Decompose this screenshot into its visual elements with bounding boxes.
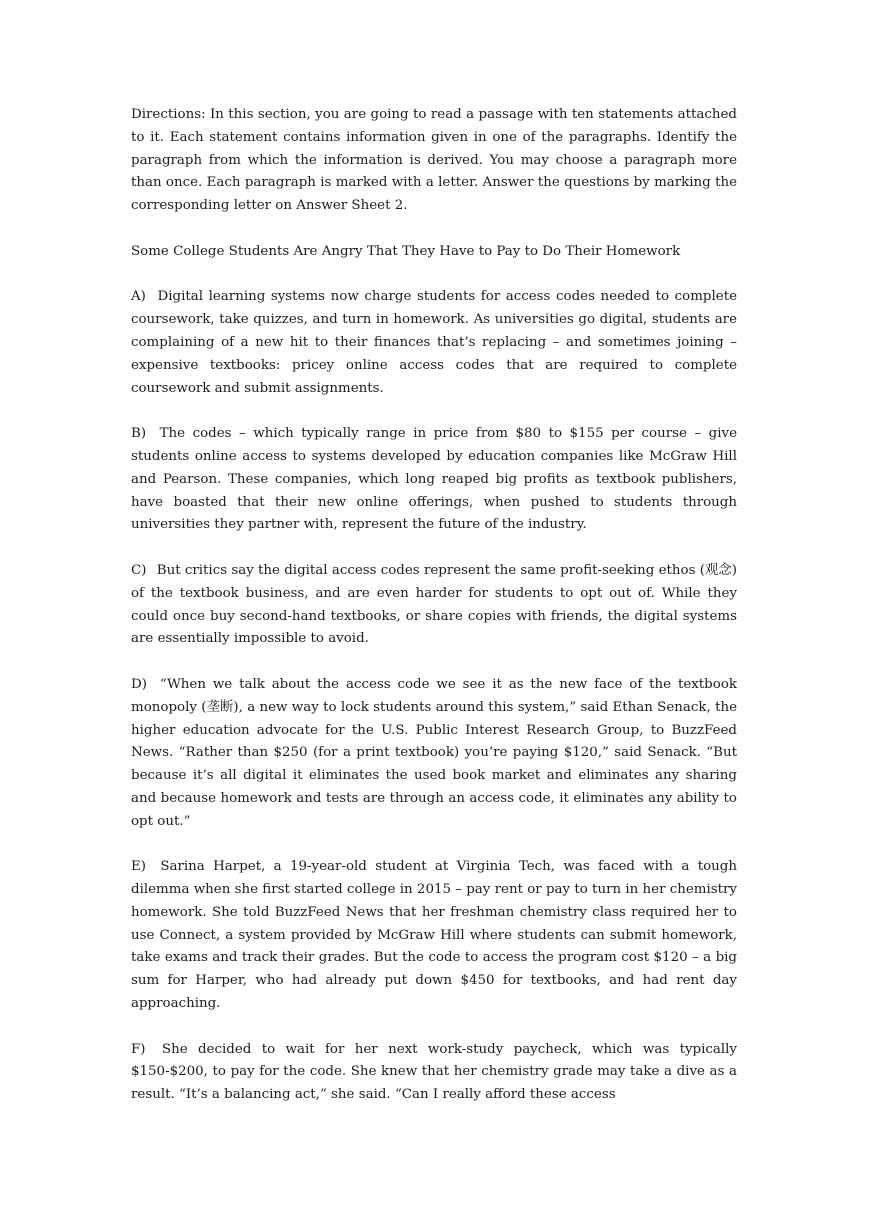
paragraph-d <box>131 674 737 834</box>
paragraph-text: She decided to wait for her next work-study paycheck, which was typically $150-$200, to pay for the code. She knew that her chemistry grade may take a dive as a result. “It’s a balancing act,” she said. “Can I really afford these access <box>131 1041 737 1103</box>
paragraph-label: D) <box>131 676 147 692</box>
paragraph-text: The codes – which typically range in price from $80 to $155 per course – give students online access to systems developed by education companies like McGraw Hill and Pearson. These companies, which long reaped big profits as textbook publishers, have boasted that their new online offerings, when pushed to students through universities they partner with, represent the future of the industry. <box>131 426 738 533</box>
paragraph-text: But critics say the digital access codes represent the same profit-seeking ethos (观念) of the textbook business, and are even harder for students to opt out of. While they could once buy second-hand textbooks, or share copies with friends, the digital systems are essentially impossible to avoid. <box>131 562 737 647</box>
paragraph-label: E) <box>131 859 146 875</box>
paragraph-e <box>131 856 737 1016</box>
paragraph-c <box>131 560 737 651</box>
document-page <box>131 104 737 1130</box>
paragraph-a <box>131 286 737 400</box>
paragraph-label: A) <box>131 289 146 305</box>
paragraph-text: Sarina Harpet, a 19-year-old student at Virginia Tech, was faced with a tough dilemma when she first started college in 2015 – pay rent or pay to turn in her chemistry homework. She told BuzzFeed News that her freshman chemistry class required her to use Connect, a system provided by McGraw Hill where students can submit homework, take exams and track their grades. But the code to access the program cost $120 – a big sum for Harper, who had already put down $450 for textbooks, and had rent day approaching. <box>131 859 737 1012</box>
paragraph-b <box>131 423 737 537</box>
passage-title: Some College Students Are Angry That They Have to Pay to Do Their Homework <box>131 243 681 259</box>
paragraph-f <box>131 1039 737 1107</box>
directions-text: Directions: In this section, you are going to read a passage with ten statements attached to it. Each statement contains information given in one of the paragraphs. Identify the paragraph from which the information is derived. You may choose a paragraph more than once. Each paragraph is marked with a letter. Answer the questions by marking the corresponding letter on Answer Sheet 2. <box>131 107 737 214</box>
paragraph-text: “When we talk about the access code we see it as the new face of the textbook monopoly (垄断), a new way to lock students around this system,” said Ethan Senack, the higher education advocate for the U.S. Public Interest Research Group, to BuzzFeed News. “Rather than $250 (for a print textbook) you’re paying $120,” said Senack. “But because it’s all digital it eliminates the used book market and eliminates any sharing and because homework and tests are through an access code, it eliminates any ability to opt out.” <box>131 676 737 829</box>
paragraph-label: F) <box>131 1041 146 1057</box>
paragraph-label: B) <box>131 426 147 442</box>
paragraph-text: Digital learning systems now charge students for access codes needed to complete coursework, take quizzes, and turn in homework. As universities go digital, students are complaining of a new hit to their finances that’s replacing – and sometimes joining – expensive textbooks: pricey online access codes that are required to complete coursework and submit assignments. <box>131 289 738 396</box>
paragraph-label: C) <box>131 562 147 578</box>
